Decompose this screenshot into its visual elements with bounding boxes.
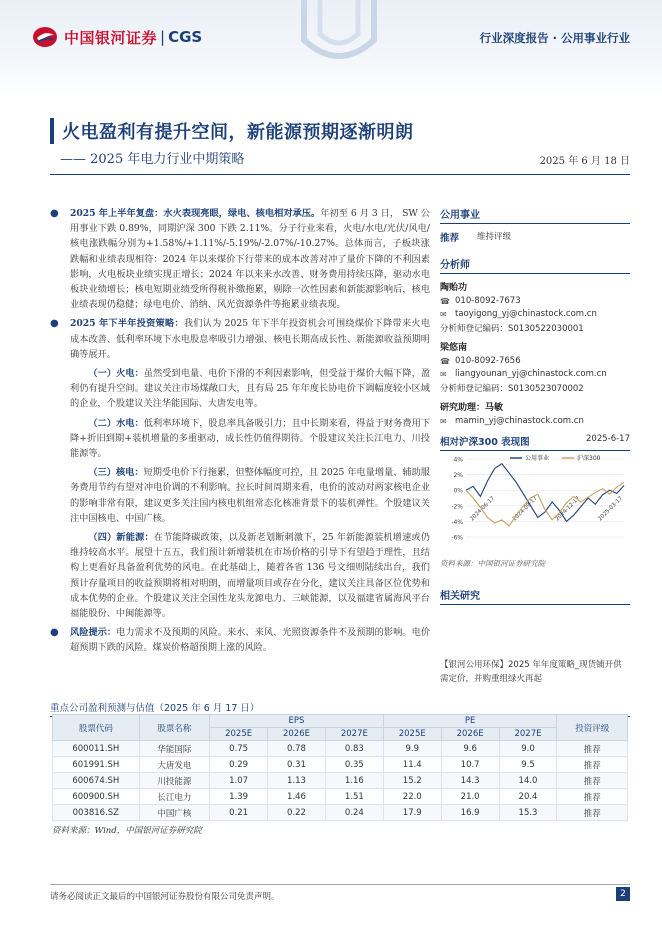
estimates-table (52, 714, 628, 821)
header-year: 2027E (499, 728, 557, 741)
subsection-text: 在节能降碳政策，以及新老划断刺激下，25 年新能源装机增速或仍维持较高水平。展望十五五，我们预计新增装机在市场价格的引导下有望趋于理性，且结构上更看好具备盈利优势的风电。在此基础上，随着各省 136 号文细则陆续出台，我们预计存量项目的收益预期将相对明朗，而增量项目或存在分化，建议关注具备区位优势和成本优势的企业。个股建议关注全国性龙头龙源电力、三峡能源，以及福建省属海风平台福能股份、中闽能源等。 (70, 532, 430, 620)
email-text[interactable]: liangyounan_yj@chinastock.com.cn (455, 369, 607, 379)
subsection-renewable (50, 530, 430, 621)
email-icon: ✉ (440, 416, 447, 426)
cell-eps: 0.29 (210, 757, 268, 773)
report-date: 2025 年 6 月 18 日 (539, 156, 630, 167)
y-tick-label: -4% (451, 518, 463, 526)
bullet-icon: ● (50, 208, 59, 219)
page-header (0, 0, 662, 95)
cell-name: 大唐发电 (139, 757, 210, 773)
header-year: 2025E (210, 728, 268, 741)
phone-icon: ☎ (440, 296, 450, 306)
x-tick-label: 2025-03-17 (597, 495, 625, 523)
paragraph-lead: 风险提示： (70, 627, 117, 639)
header-rating: 投资评级 (557, 715, 628, 741)
chart-heading (440, 434, 630, 451)
table-row (53, 789, 628, 805)
cell-pe: 16.9 (441, 805, 499, 821)
subsection-hydro (50, 416, 430, 462)
header-year: 2025E (383, 728, 441, 741)
subsection-nuclear (50, 465, 430, 526)
table-row (53, 757, 628, 773)
sidebar (440, 206, 630, 605)
cell-rating: 推荐 (557, 789, 628, 805)
y-tick-label: -2% (451, 503, 463, 511)
chart-date: 2025-6-17 (586, 434, 630, 444)
assistant-name: 研究助理：马敏 (440, 403, 504, 413)
cell-code: 600011.SH (53, 741, 140, 757)
header-name: 股票名称 (139, 715, 210, 741)
phone-icon: ☎ (440, 356, 450, 366)
logo-cn-text: 中国银河证券 (64, 28, 158, 47)
main-body (50, 206, 430, 660)
bullet-icon: ● (50, 318, 59, 330)
header-eps: EPS (210, 715, 384, 728)
header-year: 2026E (441, 728, 499, 741)
y-tick-label: 4% (453, 456, 463, 464)
paragraph-lead: 2025 年上半年复盘：水火表现亮眼，绿电、核电相对承压。 (70, 208, 321, 219)
table-row (53, 773, 628, 789)
cert-text: 分析师登记编码：S0130522030001 (440, 324, 584, 334)
cell-pe: 9.9 (383, 741, 441, 757)
footer-disclaimer: 请务必阅读正文最后的中国银河证券股份有限公司免责声明。 (50, 892, 280, 902)
rating-value: 维持评级 (477, 232, 512, 242)
decorative-emblem-icon (300, 0, 378, 72)
cell-eps: 1.13 (268, 773, 326, 789)
analyst-phone (440, 296, 630, 306)
chart-source: 资料来源：中国银河证券研究院 (440, 559, 545, 568)
header-pe: PE (383, 715, 557, 728)
analysts-heading: 分析师 (440, 256, 630, 274)
email-icon: ✉ (440, 369, 447, 379)
y-tick-label: -6% (451, 534, 463, 542)
cell-code: 600674.SH (53, 773, 140, 789)
cell-eps: 1.46 (268, 789, 326, 805)
cell-pe: 14.3 (441, 773, 499, 789)
subsection-text: 短期受电价下行拖累，但整体幅度可控，且 2025 年电量增量、辅助服务费用节约有望对冲电价调的不利影响。拉长时间周期来看，电价的波动对两家核电企业的影响非常有限，建议更多关注国内核电机组常态化核准背景下的装机弹性。个股建议关注中国核电、中国广核。 (70, 467, 430, 524)
email-text[interactable]: taoyigong_yj@chinastock.com.cn (455, 309, 597, 319)
cell-eps: 0.75 (210, 741, 268, 757)
cell-pe: 9.6 (441, 741, 499, 757)
cert-text: 分析师登记编码：S0130523070002 (440, 384, 584, 394)
header-year: 2027E (325, 728, 383, 741)
cell-eps: 0.78 (268, 741, 326, 757)
performance-chart (440, 451, 630, 553)
cell-eps: 0.21 (210, 805, 268, 821)
cell-eps: 1.51 (325, 789, 383, 805)
related-heading: 相关研究 (440, 587, 630, 605)
logo-separator: | (160, 28, 166, 46)
title-divider (50, 174, 630, 175)
cell-rating: 推荐 (557, 773, 628, 789)
chart-title: 相对沪深300 表现图 (440, 437, 530, 448)
cell-name: 川投能源 (139, 773, 210, 789)
analyst-cert (440, 322, 630, 334)
table-row (53, 805, 628, 821)
analyst-cert (440, 382, 630, 394)
assistant-email[interactable] (440, 416, 630, 426)
cell-pe: 17.9 (383, 805, 441, 821)
paragraph-strategy (50, 316, 430, 362)
legend-label: 公用事业 (525, 455, 550, 462)
cell-rating: 推荐 (557, 805, 628, 821)
cell-eps: 0.31 (268, 757, 326, 773)
subsection-text: 虽然受到电量、电价下滑的不利因素影响，但受益于煤价大幅下降，盈利仍有提升空间。建议关注市场煤敞口大，且有局 25 年年度长协电价下调幅度较小区域的企业，个股建议关注华能国际、大唐发电等。 (70, 368, 431, 410)
cell-eps: 0.83 (325, 741, 383, 757)
subsection-thermal (50, 366, 430, 412)
cell-eps: 1.16 (325, 773, 383, 789)
paragraph-text: 我们认为 2025 年下半年投资机会可围绕煤价下降带来火电成本改善、低利率环境下水电股息率吸引力增强、核电长期高成长性、新能源收益预期明确等展开。 (70, 318, 430, 360)
subsection-lead: （二）水电： (88, 417, 144, 429)
analyst-name: 陶贻功 (440, 283, 468, 293)
cell-name: 中国广核 (139, 805, 210, 821)
x-tick-label: 2024-09-17 (511, 495, 539, 523)
cell-pe: 21.0 (441, 789, 499, 805)
title-block (50, 118, 414, 144)
subsection-lead: （四）新能源： (88, 532, 154, 544)
legend-label: 沪深300 (577, 455, 601, 462)
cell-pe: 20.4 (499, 789, 557, 805)
paragraph-risk (50, 625, 430, 655)
phone-text: 010-8092-7656 (455, 356, 521, 366)
cell-name: 长江电力 (139, 789, 210, 805)
paragraph-text: 电力需求不及预期的风险。来水、来风、光照资源条件不及预期的影响。电价超预期下跌的风险。煤炭价格超预期上涨的风险。 (70, 627, 431, 654)
header-year: 2026E (268, 728, 326, 741)
table-row (53, 741, 628, 757)
cell-eps: 0.24 (325, 805, 383, 821)
cell-rating: 推荐 (557, 757, 628, 773)
cell-code: 003816.SZ (53, 805, 140, 821)
analyst-name: 梁悠南 (440, 343, 468, 353)
table-title: 重点公司盈利预测与估值（2025 年 6 月 17 日） (50, 700, 630, 717)
analyst-email[interactable] (440, 369, 630, 379)
cell-pe: 11.4 (383, 757, 441, 773)
cell-name: 华能国际 (139, 741, 210, 757)
page-title: 火电盈利有提升空间，新能源预期逐渐明朗 (62, 122, 414, 143)
subsection-lead: （三）核电： (88, 467, 144, 479)
cell-pe: 10.7 (441, 757, 499, 773)
bullet-icon: ● (50, 627, 59, 639)
logo-en-text: CGS (168, 28, 203, 46)
cell-code: 601991.SH (53, 757, 140, 773)
rating-label: 推荐 (440, 233, 460, 244)
sector-heading: 公用事业 (440, 206, 630, 224)
cell-pe: 22.0 (383, 789, 441, 805)
paragraph-text: 年初至 6 月 3 日， SW 公用事业下跌 0.89%，同期沪深 300 下跌 2.11%。分子行业来看，火电/水电/光伏/风电/核电涨跌幅分别为+1.58%/+1.11%/-5.19%/-2.07%/-10.27%。总体而言，子板块涨跌幅和业绩表现相符：2024 年以来煤价下行带来的成本改善对冲了量价下降的不利因素影响，火电板块业绩实现正增长；2024 年以来来水改善、财务费用持续压降，驱动水电板块业绩增长；核电短期业绩受所得税补缴拖累，剔除一次性因素和新能源影响后，核电业绩表现仍稳健；绿电电价、消纳、风光资源条件等拖累业绩表现。 (70, 208, 430, 311)
x-tick-label: 2024-06-17 (469, 495, 497, 523)
series-line-utilities (466, 464, 624, 522)
x-tick-label: 2024-12-17 (554, 495, 582, 523)
cell-pe: 15.3 (499, 805, 557, 821)
phone-text: 010-8092-7673 (455, 296, 521, 306)
cell-eps: 1.07 (210, 773, 268, 789)
related-report-link[interactable]: 【银河公用环保】2025 年年度策略_现货铺开供需定价，并购重组绿火再起 (440, 660, 622, 684)
header-code: 股票代码 (53, 715, 140, 741)
y-tick-label: 2% (453, 472, 463, 480)
footer-divider (50, 884, 630, 885)
email-text[interactable]: mamin_yj@chinastock.com.cn (455, 416, 584, 426)
cgs-logo (32, 26, 202, 48)
paragraph-lead: 2025 年下半年投资策略： (70, 318, 184, 330)
analyst-email[interactable] (440, 309, 630, 319)
cell-rating: 推荐 (557, 741, 628, 757)
cell-pe: 9.0 (499, 741, 557, 757)
cell-eps: 0.35 (325, 757, 383, 773)
cell-code: 600900.SH (53, 789, 140, 805)
page-number: 2 (616, 887, 630, 901)
paragraph-review (50, 206, 430, 312)
table-source: 资料来源：Wind，中国银河证券研究院 (52, 826, 202, 836)
subsection-text: 低利率环境下，股息率具备吸引力；且中长期来看，得益于财务费用下降+折旧到期+装机增量的多重驱动，成长性仍值得期待。个股建议关注长江电力、川投能源等。 (70, 417, 431, 460)
cell-eps: 1.39 (210, 789, 268, 805)
cell-pe: 15.2 (383, 773, 441, 789)
report-type: 行业深度报告 · 公用事业行业 (479, 31, 630, 45)
cell-pe: 14.0 (499, 773, 557, 789)
cell-pe: 9.5 (499, 757, 557, 773)
subsection-lead: （一）火电： (88, 368, 144, 380)
email-icon: ✉ (440, 309, 447, 319)
cgs-logo-icon (32, 26, 58, 48)
analyst-phone (440, 356, 630, 366)
cell-eps: 0.22 (268, 805, 326, 821)
page-subtitle: —— 2025 年电力行业中期策略 (60, 152, 245, 167)
rating-row (440, 230, 630, 246)
y-tick-label: 0% (453, 487, 463, 495)
